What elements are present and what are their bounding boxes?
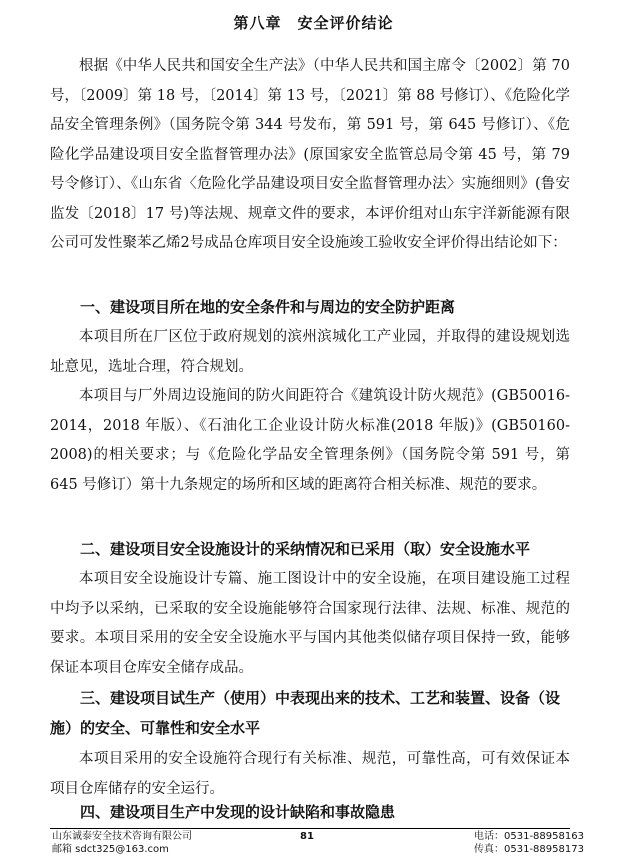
footer-divider xyxy=(50,828,570,829)
intro-paragraph: 根据《中华人民共和国安全生产法》（中华人民共和国主席令〔2002〕第 70 号，〔2009〕第 18 号，〔2014〕第 13 号，〔2021〕第 88 号修订）、《危险化学品安全管理条例》（国务院令第 344 号发布，第 591 号，第 645 号修订）、《危险化学品建设项目安全监督管理办法》(原国家安全监管总局令第 45 号，第 79 号令修订）、《山东省〈危险化学品建设项目安全监督管理办法〉实施细则》(鲁安监发〔2018〕17 号)等法规、规章文件的要求，本评价组对山东宇洋新能源有限公司可发性聚苯乙烯2号成品仓库项目安全设施竣工验收安全评价得出结论如下： xyxy=(50,58,570,251)
section-4-heading: 四、建设项目生产中发现的设计缺陷和事故隐患 xyxy=(80,803,396,821)
section-2-heading: 二、建设项目安全设施设计的采纳情况和已采用（取）安全设施水平 xyxy=(80,540,531,558)
footer-company: 山东诚泰安全技术咨询有限公司 xyxy=(52,831,192,842)
footer-fax: 传真：0531-88958173 xyxy=(474,844,584,855)
chapter-title: 第八章 安全评价结论 xyxy=(233,14,394,32)
section-1-paragraph-2: 本项目与厂外周边设施间的防火间距符合《建筑设计防火规范》(GB50016-2014，2018 年版）、《石油化工企业设计防火标准(2018 年版)》(GB50160-2008)的相关要求；与《危险化学品安全管理条例》（国务院令第 591 号，第 645 号修订）第十九条规定的场所和区域的距离符合相关标准、规范的要求。 xyxy=(50,388,570,493)
section-3-paragraph-1: 本项目采用的安全设施符合现行有关标准、规范，可靠性高，可有效保证本项目仓库储存的安全运行。 xyxy=(50,751,570,797)
footer-page-number: 81 xyxy=(300,831,314,842)
footer-email: 邮箱 sdct325@163.com xyxy=(52,844,169,855)
section-1-heading: 一、建设项目所在地的安全条件和与周边的安全防护距离 xyxy=(80,298,456,316)
section-1-paragraph-1: 本项目所在厂区位于政府规划的滨州滨城化工产业园，并取得的建设规划选址意见，选址合理，符合规划。 xyxy=(50,329,570,375)
section-2-paragraph-1: 本项目安全设施设计专篇、施工图设计中的安全设施，在项目建设施工过程中均予以采纳，已采取的安全设施能够符合国家现行法律、法规、标准、规范的要求。本项目采用的安全安全设施水平与国内其他类似储存项目保持一致，能够保证本项目仓库安全储存成品。 xyxy=(50,571,570,676)
footer-phone: 电话：0531-88958163 xyxy=(474,831,584,842)
section-3-heading: 三、建设项目试生产（使用）中表现出来的技术、工艺和装置、设备（设施）的安全、可靠性和安全水平 xyxy=(50,689,561,737)
